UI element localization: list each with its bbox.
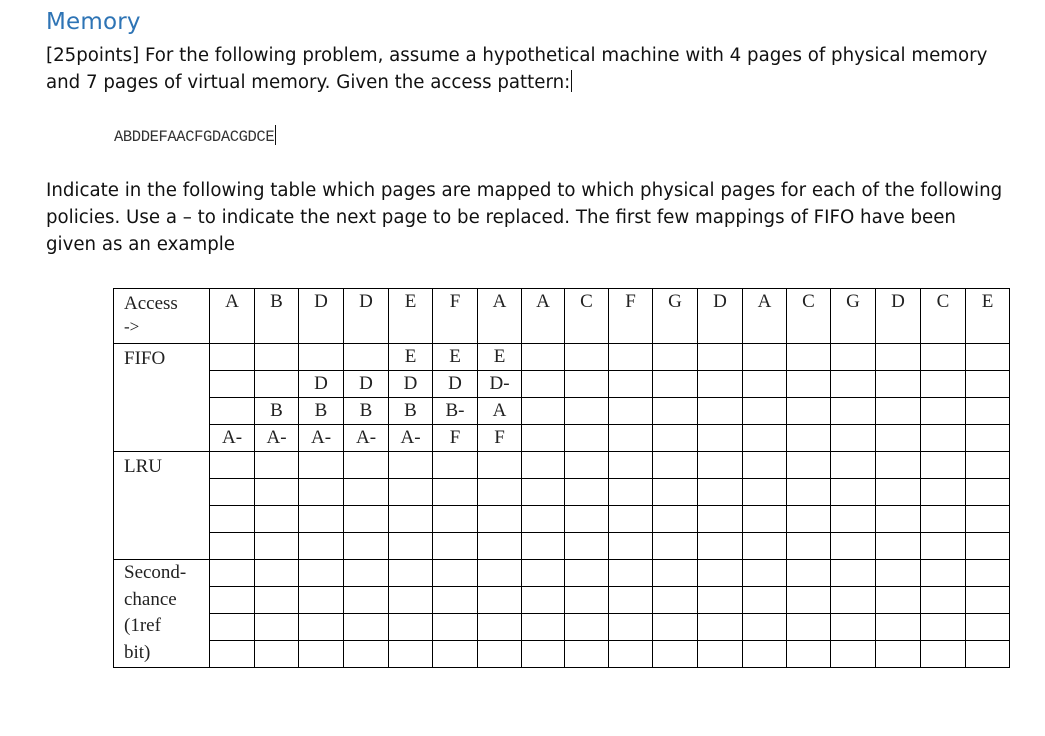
mapping-cell bbox=[698, 533, 743, 560]
access-header-5: E bbox=[389, 289, 433, 344]
mapping-cell bbox=[522, 452, 565, 479]
mapping-cell bbox=[210, 614, 255, 641]
mapping-cell bbox=[609, 398, 653, 425]
mapping-cell bbox=[433, 479, 478, 506]
mapping-cell bbox=[210, 506, 255, 533]
mapping-cell bbox=[966, 533, 1010, 560]
mapping-cell bbox=[831, 425, 876, 452]
mapping-cell bbox=[522, 425, 565, 452]
mapping-cell bbox=[653, 398, 698, 425]
mapping-cell bbox=[787, 452, 831, 479]
mapping-cell bbox=[522, 533, 565, 560]
access-header-17: C bbox=[921, 289, 966, 344]
mapping-cell bbox=[565, 614, 609, 641]
mapping-cell bbox=[255, 371, 299, 398]
mapping-cell bbox=[344, 506, 389, 533]
mapping-cell bbox=[522, 479, 565, 506]
mapping-cell bbox=[433, 587, 478, 614]
mapping-cell bbox=[966, 641, 1010, 668]
mapping-cell: A- bbox=[210, 425, 255, 452]
mapping-cell bbox=[831, 641, 876, 668]
mapping-cell bbox=[522, 641, 565, 668]
mapping-cell: E bbox=[478, 344, 522, 371]
mapping-cell bbox=[831, 506, 876, 533]
mapping-cell: E bbox=[389, 344, 433, 371]
mapping-cell bbox=[210, 398, 255, 425]
table-row bbox=[114, 425, 1010, 452]
mapping-cell bbox=[653, 533, 698, 560]
access-header-15: G bbox=[831, 289, 876, 344]
mapping-cell bbox=[921, 587, 966, 614]
mapping-cell bbox=[787, 479, 831, 506]
mapping-cell bbox=[299, 560, 344, 587]
mapping-cell bbox=[653, 641, 698, 668]
mapping-cell bbox=[966, 371, 1010, 398]
page-title: Memory bbox=[46, 9, 141, 35]
mapping-cell bbox=[787, 614, 831, 641]
mapping-cell bbox=[210, 560, 255, 587]
mapping-cell bbox=[344, 560, 389, 587]
access-header-16: D bbox=[876, 289, 921, 344]
mapping-cell: F bbox=[478, 425, 522, 452]
policy-label: FIFO bbox=[114, 344, 210, 452]
mapping-cell bbox=[743, 560, 787, 587]
mapping-cell: A- bbox=[344, 425, 389, 452]
mapping-cell bbox=[255, 533, 299, 560]
mapping-cell bbox=[433, 506, 478, 533]
access-pattern-text: ABDDEFAACFGDACGDCE bbox=[114, 128, 275, 146]
mapping-cell bbox=[653, 506, 698, 533]
mapping-cell bbox=[876, 371, 921, 398]
access-header-13: A bbox=[743, 289, 787, 344]
mapping-cell bbox=[389, 533, 433, 560]
mapping-cell bbox=[522, 344, 565, 371]
access-header-10: F bbox=[609, 289, 653, 344]
mapping-cell bbox=[344, 479, 389, 506]
mapping-cell bbox=[698, 560, 743, 587]
mapping-cell: D bbox=[389, 371, 433, 398]
mapping-cell bbox=[389, 614, 433, 641]
instructions-text: Indicate in the following table which pages are mapped to which physical pages for each of the following policies. Use a – to indicate the next page to be replaced. The first few mappings of FIFO have been given as an example bbox=[46, 180, 1003, 255]
mapping-cell bbox=[653, 425, 698, 452]
mapping-cell bbox=[478, 533, 522, 560]
mapping-cell bbox=[698, 587, 743, 614]
mapping-cell bbox=[876, 587, 921, 614]
mapping-cell: B bbox=[389, 398, 433, 425]
mapping-cell bbox=[743, 533, 787, 560]
access-header-14: C bbox=[787, 289, 831, 344]
mapping-cell bbox=[255, 560, 299, 587]
mapping-cell bbox=[966, 506, 1010, 533]
mapping-cell bbox=[921, 560, 966, 587]
policy-label: Second- chance (1ref bit) bbox=[114, 560, 210, 668]
mapping-cell bbox=[698, 371, 743, 398]
mapping-cell bbox=[966, 398, 1010, 425]
table-row bbox=[114, 533, 1010, 560]
mapping-cell bbox=[609, 641, 653, 668]
mapping-cell bbox=[609, 506, 653, 533]
mapping-cell bbox=[565, 344, 609, 371]
mapping-cell bbox=[921, 425, 966, 452]
mapping-cell bbox=[565, 398, 609, 425]
mapping-cell bbox=[921, 398, 966, 425]
mapping-cell bbox=[698, 479, 743, 506]
mapping-cell bbox=[344, 587, 389, 614]
mapping-cell: B bbox=[255, 398, 299, 425]
mapping-cell bbox=[255, 344, 299, 371]
problem-intro bbox=[46, 42, 1006, 96]
mapping-cell: D- bbox=[478, 371, 522, 398]
mapping-cell bbox=[876, 533, 921, 560]
mapping-cell: E bbox=[433, 344, 478, 371]
access-header-label: Access bbox=[114, 289, 210, 320]
mapping-cell bbox=[743, 479, 787, 506]
mapping-cell bbox=[609, 425, 653, 452]
mapping-cell bbox=[522, 398, 565, 425]
mapping-cell bbox=[653, 452, 698, 479]
mapping-cell bbox=[389, 506, 433, 533]
mapping-cell bbox=[876, 479, 921, 506]
mapping-cell bbox=[478, 479, 522, 506]
access-header-11: G bbox=[653, 289, 698, 344]
mapping-cell bbox=[210, 371, 255, 398]
mapping-cell bbox=[653, 479, 698, 506]
mapping-cell bbox=[299, 452, 344, 479]
mapping-cell bbox=[831, 614, 876, 641]
table-row bbox=[114, 560, 1010, 587]
mapping-cell bbox=[389, 641, 433, 668]
mapping-cell bbox=[565, 533, 609, 560]
mapping-cell bbox=[921, 371, 966, 398]
mapping-cell bbox=[831, 344, 876, 371]
mapping-cell bbox=[831, 452, 876, 479]
mapping-cell bbox=[831, 479, 876, 506]
mapping-cell bbox=[478, 560, 522, 587]
mapping-cell bbox=[299, 587, 344, 614]
text-cursor bbox=[275, 125, 276, 145]
mapping-cell bbox=[876, 425, 921, 452]
access-header-6: F bbox=[433, 289, 478, 344]
mapping-cell bbox=[966, 479, 1010, 506]
mapping-cell bbox=[565, 560, 609, 587]
mapping-cell bbox=[344, 614, 389, 641]
mapping-cell bbox=[831, 533, 876, 560]
mapping-cell bbox=[299, 641, 344, 668]
mapping-cell bbox=[522, 506, 565, 533]
mapping-cell bbox=[255, 479, 299, 506]
mapping-cell: A- bbox=[389, 425, 433, 452]
mapping-cell bbox=[653, 614, 698, 641]
mapping-cell: B- bbox=[433, 398, 478, 425]
table-row bbox=[114, 371, 1010, 398]
mapping-cell bbox=[433, 533, 478, 560]
intro-text: [25points] For the following problem, assume a hypothetical machine with 4 pages of physical memory and 7 pages of virtual memory. Given the access pattern: bbox=[46, 45, 988, 93]
mapping-cell bbox=[743, 587, 787, 614]
access-header-12: D bbox=[698, 289, 743, 344]
mapping-cell bbox=[255, 506, 299, 533]
access-header-1: A bbox=[210, 289, 255, 344]
mapping-cell bbox=[966, 560, 1010, 587]
mapping-cell bbox=[831, 371, 876, 398]
mapping-cell bbox=[433, 452, 478, 479]
mapping-cell bbox=[210, 641, 255, 668]
table-row bbox=[114, 506, 1010, 533]
table-row bbox=[114, 479, 1010, 506]
mapping-cell bbox=[299, 533, 344, 560]
mapping-cell bbox=[478, 452, 522, 479]
mapping-cell: F bbox=[433, 425, 478, 452]
page-mapping-table bbox=[113, 288, 1010, 668]
mapping-cell bbox=[876, 560, 921, 587]
table-row bbox=[114, 398, 1010, 425]
mapping-cell bbox=[876, 452, 921, 479]
mapping-cell bbox=[389, 587, 433, 614]
mapping-cell bbox=[433, 641, 478, 668]
policy-label: LRU bbox=[114, 452, 210, 560]
mapping-cell bbox=[831, 398, 876, 425]
mapping-cell bbox=[210, 587, 255, 614]
mapping-cell bbox=[609, 533, 653, 560]
mapping-cell bbox=[433, 614, 478, 641]
access-header-4: D bbox=[344, 289, 389, 344]
mapping-cell bbox=[609, 587, 653, 614]
mapping-cell bbox=[921, 452, 966, 479]
mapping-cell: B bbox=[299, 398, 344, 425]
mapping-cell bbox=[609, 344, 653, 371]
mapping-cell bbox=[743, 641, 787, 668]
mapping-cell bbox=[522, 587, 565, 614]
mapping-cell bbox=[210, 533, 255, 560]
mapping-cell bbox=[565, 371, 609, 398]
mapping-cell bbox=[787, 506, 831, 533]
mapping-cell bbox=[653, 587, 698, 614]
mapping-cell bbox=[609, 371, 653, 398]
mapping-cell bbox=[299, 614, 344, 641]
mapping-cell bbox=[522, 614, 565, 641]
mapping-cell bbox=[255, 587, 299, 614]
mapping-cell bbox=[698, 425, 743, 452]
mapping-cell bbox=[966, 587, 1010, 614]
mapping-cell bbox=[743, 452, 787, 479]
mapping-cell bbox=[876, 641, 921, 668]
table-row bbox=[114, 587, 1010, 614]
mapping-cell bbox=[609, 452, 653, 479]
mapping-cell bbox=[876, 614, 921, 641]
mapping-cell bbox=[255, 614, 299, 641]
mapping-cell bbox=[255, 641, 299, 668]
mapping-cell bbox=[210, 479, 255, 506]
mapping-cell bbox=[698, 344, 743, 371]
mapping-cell bbox=[609, 560, 653, 587]
table-row bbox=[114, 614, 1010, 641]
mapping-cell bbox=[565, 452, 609, 479]
mapping-cell bbox=[653, 560, 698, 587]
mapping-cell bbox=[831, 587, 876, 614]
mapping-cell bbox=[787, 641, 831, 668]
mapping-cell bbox=[921, 641, 966, 668]
access-header-3: D bbox=[299, 289, 344, 344]
mapping-cell: A bbox=[478, 398, 522, 425]
mapping-cell bbox=[565, 641, 609, 668]
mapping-cell bbox=[522, 371, 565, 398]
mapping-cell bbox=[787, 560, 831, 587]
mapping-cell bbox=[966, 452, 1010, 479]
text-cursor bbox=[571, 70, 572, 92]
mapping-cell bbox=[787, 344, 831, 371]
mapping-cell bbox=[433, 560, 478, 587]
mapping-cell bbox=[743, 344, 787, 371]
access-pattern bbox=[114, 125, 276, 146]
mapping-cell bbox=[921, 614, 966, 641]
mapping-cell bbox=[344, 452, 389, 479]
mapping-cell bbox=[210, 344, 255, 371]
mapping-cell bbox=[653, 344, 698, 371]
access-arrow-label: -> bbox=[114, 319, 210, 344]
mapping-cell bbox=[921, 533, 966, 560]
mapping-cell bbox=[921, 479, 966, 506]
mapping-cell bbox=[389, 452, 433, 479]
mapping-cell: D bbox=[344, 371, 389, 398]
mapping-cell bbox=[787, 371, 831, 398]
mapping-cell bbox=[478, 641, 522, 668]
mapping-cell bbox=[698, 452, 743, 479]
mapping-cell bbox=[389, 479, 433, 506]
mapping-cell bbox=[787, 533, 831, 560]
mapping-cell bbox=[743, 506, 787, 533]
mapping-cell bbox=[787, 398, 831, 425]
mapping-cell: A- bbox=[255, 425, 299, 452]
table-row bbox=[114, 452, 1010, 479]
mapping-cell bbox=[565, 587, 609, 614]
access-header-9: C bbox=[565, 289, 609, 344]
access-header-7: A bbox=[478, 289, 522, 344]
access-header-2: B bbox=[255, 289, 299, 344]
mapping-cell: B bbox=[344, 398, 389, 425]
mapping-cell bbox=[522, 560, 565, 587]
mapping-cell bbox=[698, 641, 743, 668]
mapping-cell bbox=[210, 452, 255, 479]
mapping-cell bbox=[743, 398, 787, 425]
table-row bbox=[114, 344, 1010, 371]
mapping-cell bbox=[344, 344, 389, 371]
mapping-cell bbox=[698, 398, 743, 425]
mapping-cell bbox=[478, 587, 522, 614]
mapping-cell bbox=[876, 398, 921, 425]
mapping-cell bbox=[344, 533, 389, 560]
mapping-cell: D bbox=[433, 371, 478, 398]
mapping-cell bbox=[478, 506, 522, 533]
mapping-cell bbox=[344, 641, 389, 668]
mapping-cell bbox=[743, 425, 787, 452]
mapping-cell bbox=[876, 506, 921, 533]
mapping-cell bbox=[565, 506, 609, 533]
mapping-cell bbox=[698, 614, 743, 641]
mapping-cell bbox=[921, 506, 966, 533]
mapping-cell bbox=[831, 560, 876, 587]
mapping-cell bbox=[966, 425, 1010, 452]
mapping-cell bbox=[389, 560, 433, 587]
mapping-cell bbox=[565, 425, 609, 452]
mapping-cell bbox=[609, 614, 653, 641]
mapping-cell bbox=[743, 614, 787, 641]
access-header-8: A bbox=[522, 289, 565, 344]
mapping-cell bbox=[921, 344, 966, 371]
mapping-cell bbox=[299, 479, 344, 506]
mapping-cell bbox=[787, 425, 831, 452]
mapping-cell bbox=[966, 614, 1010, 641]
mapping-cell bbox=[299, 344, 344, 371]
mapping-cell bbox=[876, 344, 921, 371]
mapping-cell bbox=[653, 371, 698, 398]
mapping-cell bbox=[966, 344, 1010, 371]
mapping-cell bbox=[478, 614, 522, 641]
access-header-18: E bbox=[966, 289, 1010, 344]
mapping-cell bbox=[743, 371, 787, 398]
mapping-cell bbox=[255, 452, 299, 479]
mapping-cell bbox=[565, 479, 609, 506]
mapping-cell: A- bbox=[299, 425, 344, 452]
table-row bbox=[114, 641, 1010, 668]
mapping-cell: D bbox=[299, 371, 344, 398]
mapping-cell bbox=[299, 506, 344, 533]
mapping-cell bbox=[698, 506, 743, 533]
mapping-cell bbox=[609, 479, 653, 506]
mapping-cell bbox=[787, 587, 831, 614]
